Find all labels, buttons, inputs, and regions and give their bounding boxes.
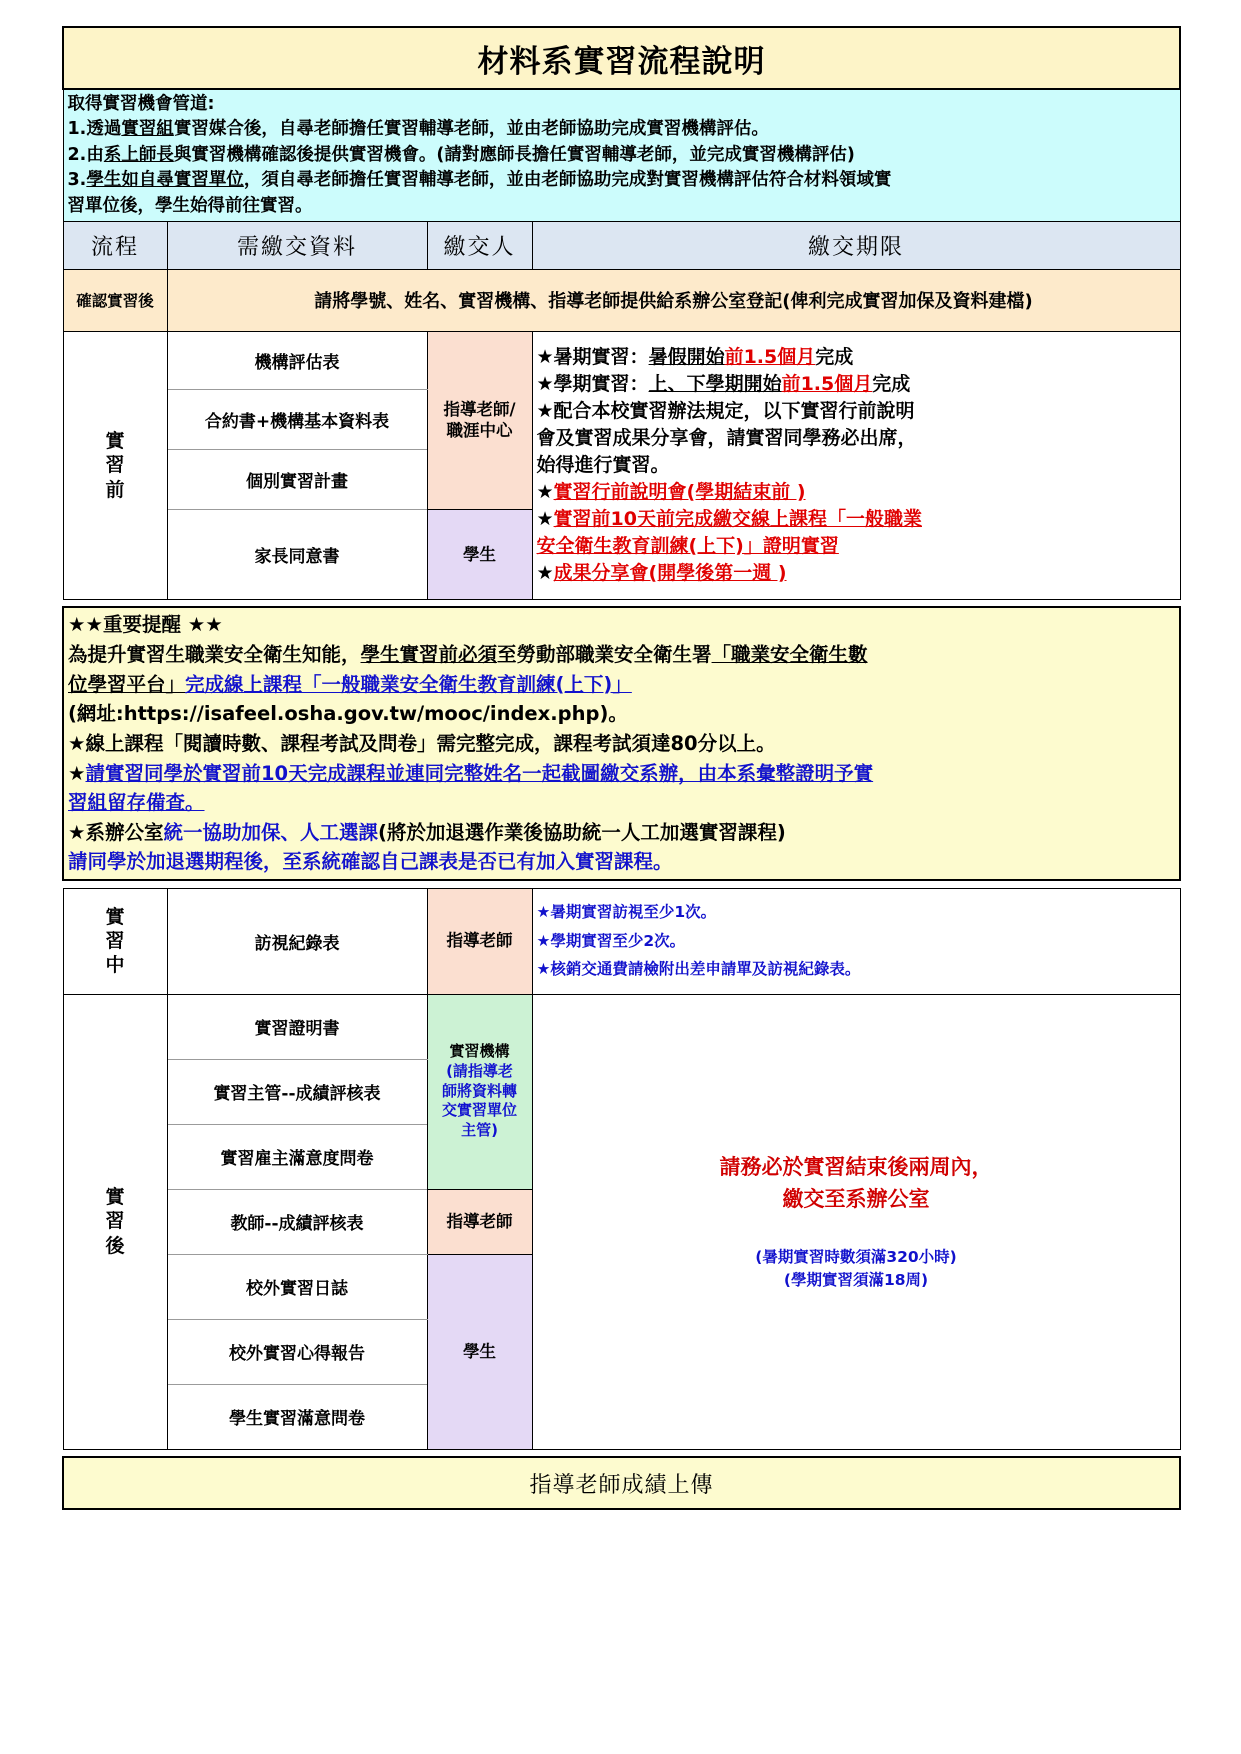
before-deadline-9-a: 成果分享會(開學後第一週 ) [553,561,787,584]
before-deadline-line-4: 會及實習成果分享會，請實習同學務必出席， [536,426,917,449]
after-document-3: 實習雇主滿意度問卷 [167,1124,427,1189]
after-submitter-org-line-1: 實習機構 [449,1042,510,1060]
after-submitter-org-line-4: 交實習單位 [441,1101,517,1120]
before-deadline-6-a: 實習行前說明會(學期結束前 ) [553,480,806,503]
after-deadline-main [537,1151,1176,1216]
after-document-5: 校外實習日誌 [167,1254,427,1319]
before-deadline-2-c: 前1.5個月 [781,372,873,395]
intro-line-3-suffix: ，須自尋老師擔任實習輔導老師，並由老師協助完成對實習機構評估符合材料領域實 [243,170,892,191]
after-deadline-sub-line-1: (暑期實習時數須滿320小時) [755,1247,957,1266]
notice-line-5 [68,759,1175,789]
before-deadline-8-a: 安全衛生教育訓練(上下)」證明實習 [536,534,839,557]
intro-block [63,89,1180,221]
confirm-instruction: 請將學號、姓名、實習機構、指導老師提供給系辦公室登記(俾利完成實習加保及資料建檔) [167,269,1180,331]
intro-line-1-prefix: 1.透過 [67,119,122,140]
notice-line-7: 請同學於加退選期程後，至系統確認自己課表是否已有加入實習課程。 [68,850,673,874]
intro-line-2-prefix: 2.由 [67,144,104,165]
before-deadline-1-a: 暑期實習： [553,346,649,369]
during-submitter: 指導老師 [427,888,532,994]
during-note-1: ★暑期實習訪視至少1次。 [536,902,717,921]
confirm-stage-label: 確認實習後 [63,269,167,331]
before-document-3: 個別實習計畫 [167,449,427,509]
stage-label-after-char-2: 習 [105,1210,125,1233]
notice-title: ★★重要提醒 ★★ [68,613,223,637]
intro-line-2-suffix: 與實習機構確認後提供實習機會。(請對應師長擔任實習輔導老師，並完成實習機構評估) [173,144,855,165]
spacer-row-2 [63,880,1180,888]
before-submitter-teacher [427,331,532,509]
before-deadline-7-a: 實習前10天前完成繳交線上課程「一般職業 [553,507,922,530]
after-submitter-org-line-5: 主管) [461,1121,498,1140]
intro-line-3-cont: 習單位後，學生始得前往實習。 [67,195,313,216]
before-deadline-3-a: 配合本校實習辦法規定，以下實習行前說明 [553,399,915,422]
before-document-2: 合約書+機構基本資料表 [167,389,427,449]
title-row [63,27,1180,89]
header-flow: 流程 [63,221,167,269]
before-row-1 [63,331,1180,389]
confirm-row [63,269,1180,331]
before-deadline-block [532,331,1180,599]
notice-line-4: ★線上課程「閱讀時數、課程考試及問卷」需完整完成，課程考試須達80分以上。 [68,731,776,755]
notice-row [63,607,1180,880]
during-document-1: 訪視紀錄表 [167,888,427,994]
intro-line-2-underline: 系上師長 [103,144,174,165]
after-document-2: 實習主管--成績評核表 [167,1059,427,1124]
stage-label-before-char-1: 實 [105,429,125,452]
stage-label-after-char-3: 後 [105,1234,125,1257]
before-deadline-1-c: 前1.5個月 [724,346,816,369]
intro-line-3-underline: 學生如自尋實習單位 [86,170,244,191]
after-deadline-sub [537,1246,1176,1293]
after-submitter-organization [427,994,532,1189]
stage-label-during [63,888,167,994]
intro-line-3-prefix: 3. [67,170,87,191]
before-deadline-line-8 [537,533,1176,560]
after-submitter-teacher: 指導老師 [427,1189,532,1254]
notice-line-2 [68,670,1175,700]
before-deadline-line-3 [537,398,1176,425]
star-4: ★ [536,480,554,503]
stage-label-before [63,331,167,599]
intro-row [63,89,1180,221]
star-1: ★ [536,346,554,369]
intro-line-1 [68,117,1176,142]
during-row [63,888,1180,994]
notice-line-1 [68,640,1175,670]
before-submitter-student: 學生 [427,509,532,599]
notice-line-5-b: 習組留存備查。 [68,791,205,815]
after-document-6: 校外實習心得報告 [167,1319,427,1384]
notice-line-1-b: 學生實習前必須 [360,643,498,666]
intro-line-1-suffix: 實習媒合後，自尋老師擔任實習輔導老師，並由老師協助完成實習機構評估。 [173,119,769,140]
before-deadline-2-a: 學期實習： [553,372,649,395]
intro-line-2 [68,143,1176,168]
footer-row [63,1457,1180,1509]
internship-flow-table [62,26,1181,1510]
important-notice-block [63,607,1180,880]
during-note-2: ★學期實習至少2次。 [536,931,686,950]
after-submitter-student: 學生 [427,1254,532,1449]
notice-line-2-a: 位學習平台」 [68,672,186,696]
intro-heading: 取得實習機會管道: [67,94,215,114]
notice-star-5: ★ [68,761,86,785]
after-document-4: 教師--成績評核表 [167,1189,427,1254]
before-deadline-line-6 [537,479,1176,506]
notice-line-6-c: (將於加退選作業後協助統一人工加選實習課程) [378,820,786,844]
notice-line-1-d: 「職業安全衛生數 [711,643,868,666]
spacer-row-1 [63,599,1180,607]
stage-label-after [63,994,167,1449]
before-deadline-2-d: 完成 [872,372,911,395]
intro-line-1-underline: 實習組 [121,119,174,140]
before-deadline-1-b: 暑假開始 [648,346,725,369]
header-documents: 需繳交資料 [167,221,427,269]
header-submitter: 繳交人 [427,221,532,269]
page-title: 材料系實習流程說明 [63,27,1180,89]
after-submitter-org-line-3: 師將資料轉 [441,1081,517,1100]
spacer-row-3 [63,1449,1180,1457]
after-row-1 [63,994,1180,1059]
notice-line-6-b: 統一協助加保、人工選課 [163,820,379,844]
stage-label-after-char-1: 實 [105,1186,125,1209]
before-deadline-1-d: 完成 [815,346,854,369]
before-document-4: 家長同意書 [167,509,427,599]
before-deadline-line-1 [537,344,1176,371]
after-deadline-sub-line-2: (學期實習須滿18周) [783,1271,929,1290]
star-5: ★ [536,507,554,530]
notice-line-6-a: 系辦公室 [85,820,164,844]
after-deadline-block [532,994,1180,1449]
before-deadline-line-5: 始得進行實習。 [536,453,670,476]
stage-label-before-char-3: 前 [105,478,125,501]
notice-line-2-b: 完成線上課程「一般職業安全衛生教育訓練(上下)」 [185,672,632,696]
notice-line-5-a: 請實習同學於實習前10天完成課程並連同完整姓名一起截圖繳交系辦，由本系彙整證明予實 [85,761,874,785]
after-document-7: 學生實習滿意問卷 [167,1384,427,1449]
after-document-1: 實習證明書 [167,994,427,1059]
stage-label-during-char-3: 中 [105,954,125,977]
after-deadline-main-line-2: 繳交至系辦公室 [782,1187,930,1212]
notice-line-1-a: 為提升實習生職業安全衛生知能， [68,643,361,666]
after-submitter-org-line-2: (請指導老 [446,1061,513,1080]
before-deadline-line-7 [537,506,1176,533]
intro-line-3 [68,168,1176,193]
stage-label-before-char-2: 習 [105,454,125,477]
before-document-1: 機構評估表 [167,331,427,389]
notice-line-5-cont [68,788,1175,818]
before-deadline-2-b: 上、下學期開始 [648,372,782,395]
stage-label-during-char-1: 實 [105,905,125,928]
before-deadline-line-2 [537,371,1176,398]
notice-line-3: (網址:https://isafeel.osha.gov.tw/mooc/index.php)。 [68,702,628,726]
notice-star-6: ★ [68,820,86,844]
column-header-row [63,221,1180,269]
star-2: ★ [536,372,554,395]
during-notes [532,888,1180,994]
footer-label: 指導老師成績上傳 [63,1457,1180,1509]
star-6: ★ [536,561,554,584]
after-deadline-main-line-1: 請務必於實習結束後兩周內， [719,1154,993,1179]
during-note-3: ★核銷交通費請檢附出差申請單及訪視紀錄表。 [536,960,861,979]
before-submitter-teacher-line-1: 指導老師/ [443,399,516,419]
before-deadline-line-9 [537,560,1176,587]
before-submitter-teacher-line-2: 職涯中心 [446,421,513,441]
star-3: ★ [536,399,554,422]
header-deadline: 繳交期限 [532,221,1180,269]
stage-label-during-char-2: 習 [105,929,125,952]
notice-line-1-c: 至勞動部職業安全衛生署 [497,643,712,666]
notice-line-6 [68,818,1175,848]
